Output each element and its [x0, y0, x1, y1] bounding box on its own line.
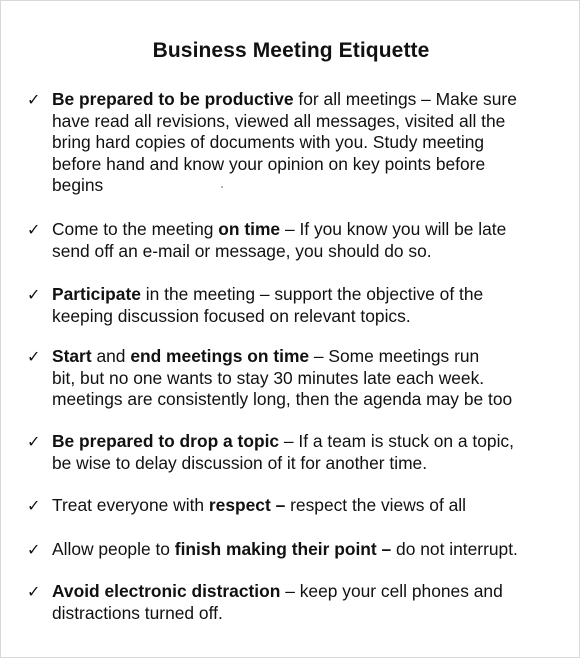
document-title: Business Meeting Etiquette: [152, 39, 430, 62]
text-run: keeping discussion focused on relevant topics.: [52, 305, 411, 326]
text-line: [52, 241, 572, 263]
text-run: respect the views of all: [285, 495, 467, 515]
text-run: Come to the meeting: [52, 219, 219, 239]
bold-phrase: Avoid electronic distraction: [52, 581, 281, 601]
checkmark-icon: ✓: [27, 90, 41, 109]
item-text: [52, 219, 572, 262]
item-text: [52, 431, 572, 474]
bold-phrase: respect –: [208, 495, 286, 515]
bold-phrase: on time: [218, 219, 281, 239]
text-run: Allow people to: [52, 539, 175, 559]
text-line: [52, 603, 572, 625]
bold-phrase: finish making their point –: [174, 539, 392, 559]
text-line: [52, 219, 572, 241]
item-text: [52, 284, 572, 327]
checkmark-icon: ✓: [27, 540, 41, 559]
text-run: have read all revisions, viewed all messages, visited all the: [52, 110, 506, 131]
item-text: [52, 89, 572, 197]
text-run: – Some meetings run: [309, 346, 480, 366]
text-line: [52, 368, 572, 390]
checkmark-icon: ✓: [27, 496, 41, 515]
text-line: [52, 284, 572, 306]
text-run: before hand and know your opinion on key points before: [52, 153, 486, 174]
text-run: bit, but no one wants to stay 30 minutes late each week.: [52, 367, 485, 388]
text-run: do not interrupt.: [391, 539, 518, 559]
text-line: [52, 453, 572, 475]
text-run: – keep your cell phones and: [280, 581, 503, 601]
text-run: meetings are consistently long, then the agenda may be too: [52, 389, 513, 409]
text-run: – If you know you will be late: [280, 219, 507, 239]
text-line: [52, 346, 572, 368]
checkmark-icon: ✓: [27, 582, 41, 601]
text-run: in the meeting – support the objective of the: [140, 284, 484, 304]
checkmark-icon: ✓: [27, 347, 41, 366]
bold-phrase: Be prepared to be productive: [52, 89, 294, 109]
bold-phrase: end meetings on time: [130, 346, 310, 366]
item-text: [52, 346, 572, 411]
text-run: Treat everyone with: [52, 495, 209, 515]
text-line: [52, 539, 572, 561]
text-line: [52, 154, 572, 176]
item-text: [52, 495, 572, 517]
text-run: begins: [52, 175, 104, 195]
text-run: distractions turned off.: [52, 602, 223, 623]
text-line: [52, 431, 572, 453]
checkmark-icon: ✓: [27, 220, 41, 239]
text-line: [52, 306, 572, 328]
text-line: [52, 581, 572, 603]
text-line: [52, 175, 572, 197]
text-run: and: [91, 346, 131, 366]
text-line: [52, 132, 572, 154]
text-run: – If a team is stuck on a topic,: [279, 431, 514, 451]
text-run: for all meetings – Make sure: [293, 89, 517, 109]
text-run: bring hard copies of documents with you. Study meeting: [52, 132, 485, 152]
item-text: [52, 539, 572, 561]
text-run: send off an e-mail or message, you should do so.: [52, 240, 432, 261]
text-run: be wise to delay discussion of it for another time.: [52, 452, 428, 473]
text-line: [52, 495, 572, 517]
bold-phrase: Participate: [52, 284, 141, 304]
checkmark-icon: ✓: [27, 432, 41, 451]
item-text: [52, 581, 572, 624]
etiquette-list: [1, 1, 580, 659]
checkmark-icon: ✓: [27, 285, 41, 304]
text-line: [52, 89, 572, 111]
bold-phrase: Be prepared to drop a topic: [52, 431, 280, 451]
text-line: [52, 111, 572, 133]
text-line: [52, 389, 572, 411]
bold-phrase: Start: [52, 346, 92, 366]
